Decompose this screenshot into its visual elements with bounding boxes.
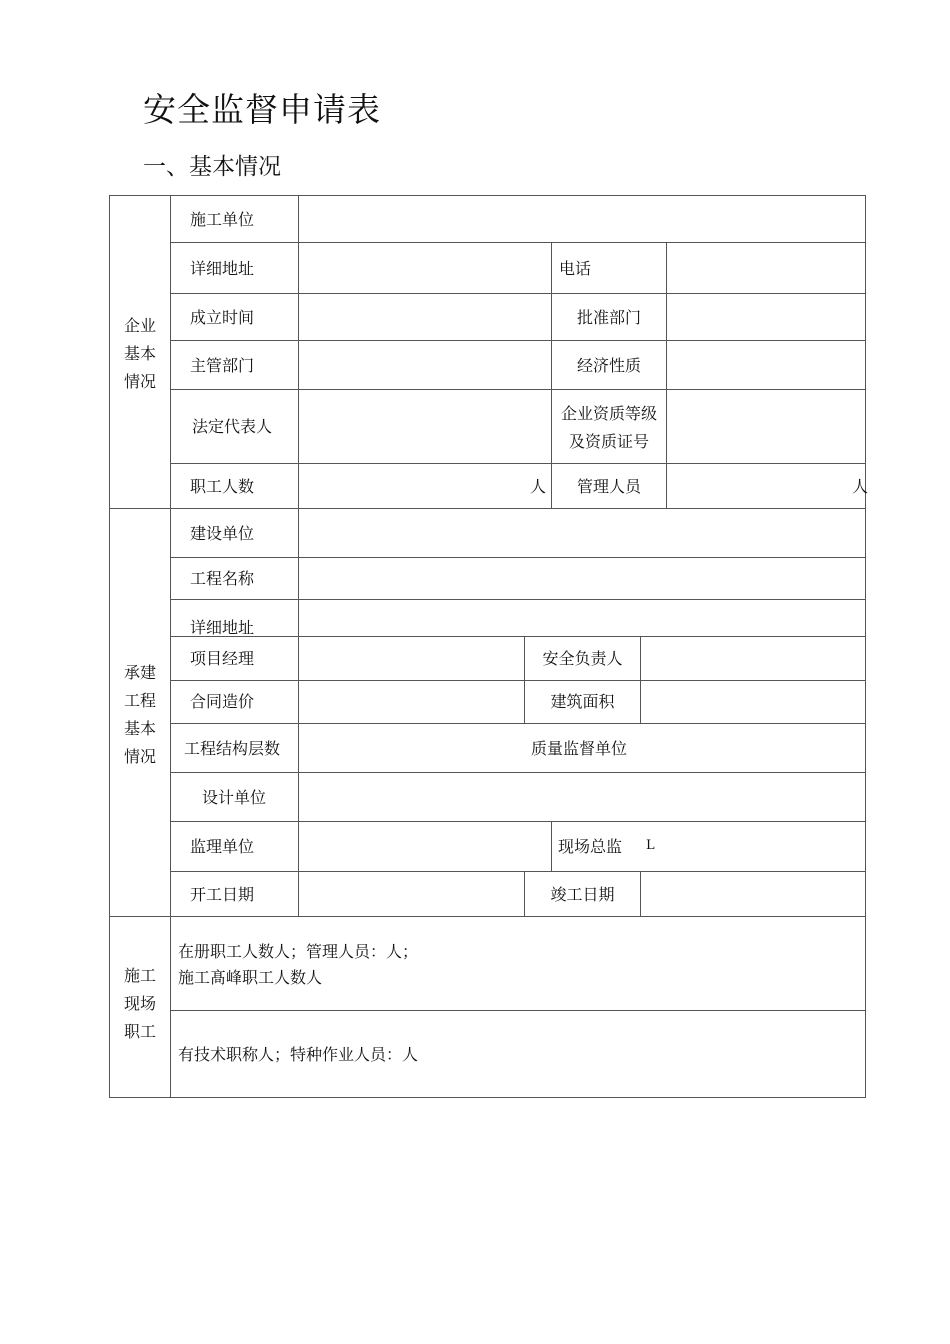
side-label-line: 企业 — [123, 316, 156, 335]
side-label-line: 基本 — [123, 344, 156, 363]
safety-officer-field[interactable] — [641, 637, 865, 680]
label-qualification-line1: 企业资质等级 — [560, 404, 657, 423]
label-design-unit: 设计单位 — [202, 788, 267, 807]
label-construction-unit: 施工单位 — [190, 210, 255, 229]
label-project-address: 详细地址 — [190, 618, 255, 636]
structure-floors-field[interactable] — [299, 724, 519, 772]
supervisor-dept-field[interactable] — [299, 341, 551, 389]
side-label-line: 情况 — [123, 747, 156, 766]
side-label-line: 施工 — [123, 966, 156, 985]
label-phone: 电话 — [559, 259, 592, 278]
project-address-field[interactable] — [299, 600, 865, 636]
label-approval-dept: 批准部门 — [576, 308, 641, 327]
label-safety-officer: 安全负责人 — [542, 649, 623, 668]
col-divider — [551, 821, 552, 872]
label-staff-count: 职工人数 — [190, 477, 255, 496]
label-start-date: 开工日期 — [190, 885, 255, 904]
label-supervision-unit: 监理单位 — [190, 837, 255, 856]
side-label-workers — [110, 962, 170, 1046]
project-manager-field[interactable] — [299, 637, 524, 680]
table-border — [865, 195, 866, 1098]
supervision-unit-field[interactable] — [299, 822, 551, 871]
qualification-field[interactable] — [667, 390, 865, 463]
page-title: 安全监督申请表 — [143, 90, 381, 129]
workers-line-technical: 有技术职称人；特种作业人员：人 — [178, 1045, 419, 1064]
construction-unit-field[interactable] — [299, 196, 865, 242]
side-label-project — [110, 659, 170, 771]
workers-line-peak: 施工髙峰职工人数人 — [178, 968, 323, 987]
label-managers: 管理人员 — [576, 477, 641, 496]
start-date-field[interactable] — [299, 872, 524, 916]
side-label-line: 情况 — [123, 372, 156, 391]
side-divider — [170, 195, 171, 1098]
row-divider — [170, 1010, 866, 1011]
label-end-date: 竣工日期 — [550, 885, 615, 904]
label-contract-price: 合同造价 — [190, 692, 255, 711]
managers-unit: 人 — [852, 477, 869, 496]
building-area-field[interactable] — [641, 681, 865, 723]
design-unit-field[interactable] — [299, 773, 865, 821]
quality-unit-field[interactable] — [640, 724, 865, 772]
group-divider — [109, 916, 866, 917]
chief-supervisor-mark: L — [646, 838, 655, 853]
managers-field[interactable] — [667, 464, 847, 508]
approval-dept-field[interactable] — [667, 294, 865, 340]
contract-price-field[interactable] — [299, 681, 524, 723]
workers-line-registered: 在册职工人数人；管理人员：人； — [178, 942, 419, 961]
label-economic-nature: 经济性质 — [576, 356, 641, 375]
label-building-area: 建筑面积 — [550, 692, 615, 711]
economic-nature-field[interactable] — [667, 341, 865, 389]
phone-field[interactable] — [667, 243, 865, 293]
section-heading: 一、基本情况 — [143, 154, 281, 180]
staff-count-field[interactable] — [299, 464, 524, 508]
side-label-enterprise — [110, 312, 170, 396]
table-border — [109, 1097, 866, 1098]
label-supervisor-dept: 主管部门 — [190, 356, 255, 375]
chief-supervisor-field[interactable] — [662, 822, 865, 871]
legal-rep-field[interactable] — [299, 390, 551, 463]
side-label-line: 职工 — [123, 1022, 156, 1041]
side-label-line: 现场 — [123, 994, 156, 1013]
side-label-line: 基本 — [123, 719, 156, 738]
end-date-field[interactable] — [641, 872, 865, 916]
label-qualification-line2: 及资质证号 — [568, 432, 649, 451]
label-structure-floors: 工程结构层数 — [184, 739, 281, 758]
founded-field[interactable] — [299, 294, 551, 340]
label-owner-unit: 建设单位 — [190, 524, 255, 543]
label-founded: 成立时间 — [190, 308, 255, 327]
owner-unit-field[interactable] — [299, 509, 865, 557]
label-project-name: 工程名称 — [190, 569, 255, 588]
label-project-manager: 项目经理 — [190, 649, 255, 668]
label-address: 详细地址 — [190, 259, 255, 278]
side-label-line: 承建 — [123, 663, 156, 682]
project-name-field[interactable] — [299, 558, 865, 599]
label-quality-unit: 质量监督单位 — [531, 739, 628, 758]
label-chief-supervisor: 现场总监 — [558, 837, 623, 856]
address-field[interactable] — [299, 243, 551, 293]
side-label-line: 工程 — [123, 691, 156, 710]
label-legal-rep: 法定代表人 — [192, 417, 273, 436]
staff-count-unit: 人 — [530, 477, 547, 496]
